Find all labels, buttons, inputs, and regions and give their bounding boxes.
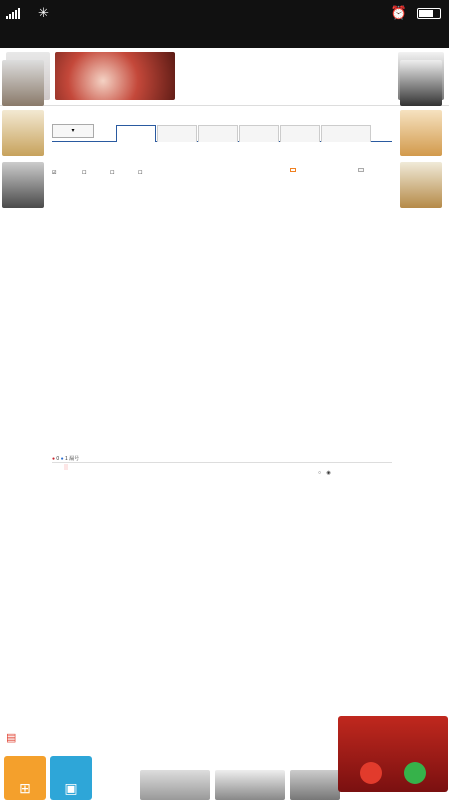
- history-stats-radio[interactable]: ○: [318, 470, 323, 476]
- trend-page: [50, 106, 395, 716]
- trend-chart: [52, 180, 392, 454]
- popup-reject-button[interactable]: [360, 762, 382, 784]
- news-image-2: [215, 770, 285, 800]
- ad-image-product: [55, 52, 175, 100]
- notes-section: [52, 558, 392, 561]
- media-icon: ▣: [64, 780, 78, 796]
- opt-omission[interactable]: ☑: [52, 170, 57, 176]
- side-ad-right-1[interactable]: [400, 60, 442, 106]
- tab-omission-stats[interactable]: [280, 125, 320, 142]
- tab-history[interactable]: [321, 125, 371, 142]
- countdown: [64, 464, 68, 470]
- online-filter-button[interactable]: [4, 756, 46, 800]
- side-ad-left-1[interactable]: [2, 60, 44, 106]
- opt-fold[interactable]: ☐: [82, 170, 87, 176]
- top-banner-ad[interactable]: [0, 48, 449, 106]
- tab-histogram[interactable]: [239, 125, 279, 142]
- battery-icon: [417, 8, 441, 19]
- tab-basic-trend[interactable]: [116, 125, 156, 142]
- opt-consecutive[interactable]: ☐: [138, 170, 143, 176]
- signal-icon: [6, 8, 20, 19]
- stock-popup-ad[interactable]: [338, 716, 448, 792]
- lottery-switch-button[interactable]: ▾: [52, 124, 94, 138]
- side-ad-left-2[interactable]: [2, 110, 44, 156]
- opt-repeat[interactable]: ☐: [110, 170, 115, 176]
- tools-icon: ▤: [6, 732, 17, 744]
- custom-query-button[interactable]: [358, 168, 364, 172]
- next-issue-row: [52, 462, 392, 470]
- popup-view-button[interactable]: [404, 762, 426, 784]
- filter-icon: ⊞: [19, 780, 31, 796]
- loading-icon: ✳: [38, 5, 49, 20]
- alarm-icon: ⏰: [390, 5, 407, 20]
- side-ad-right-2[interactable]: [400, 110, 442, 156]
- news-image-3: [290, 770, 340, 800]
- tab-k-line[interactable]: [198, 125, 238, 142]
- stats-table: [52, 478, 392, 556]
- status-bar: [0, 0, 449, 26]
- side-ad-right-3[interactable]: [400, 162, 442, 208]
- address-bar[interactable]: [0, 26, 449, 48]
- side-ad-left-3[interactable]: [2, 162, 44, 208]
- trend-toolbar: [52, 168, 392, 180]
- tab-advanced-trend[interactable]: [157, 125, 197, 142]
- stats-toggle: [318, 470, 331, 476]
- tools-header: [6, 731, 20, 744]
- media-predict-button[interactable]: [50, 756, 92, 800]
- news-image-1: [140, 770, 210, 800]
- current-stats-radio[interactable]: ◉: [326, 470, 331, 476]
- range-30[interactable]: [290, 168, 296, 172]
- tab-row: [52, 122, 392, 142]
- legend-row: ● 0 ● 1 漏号: [52, 456, 80, 462]
